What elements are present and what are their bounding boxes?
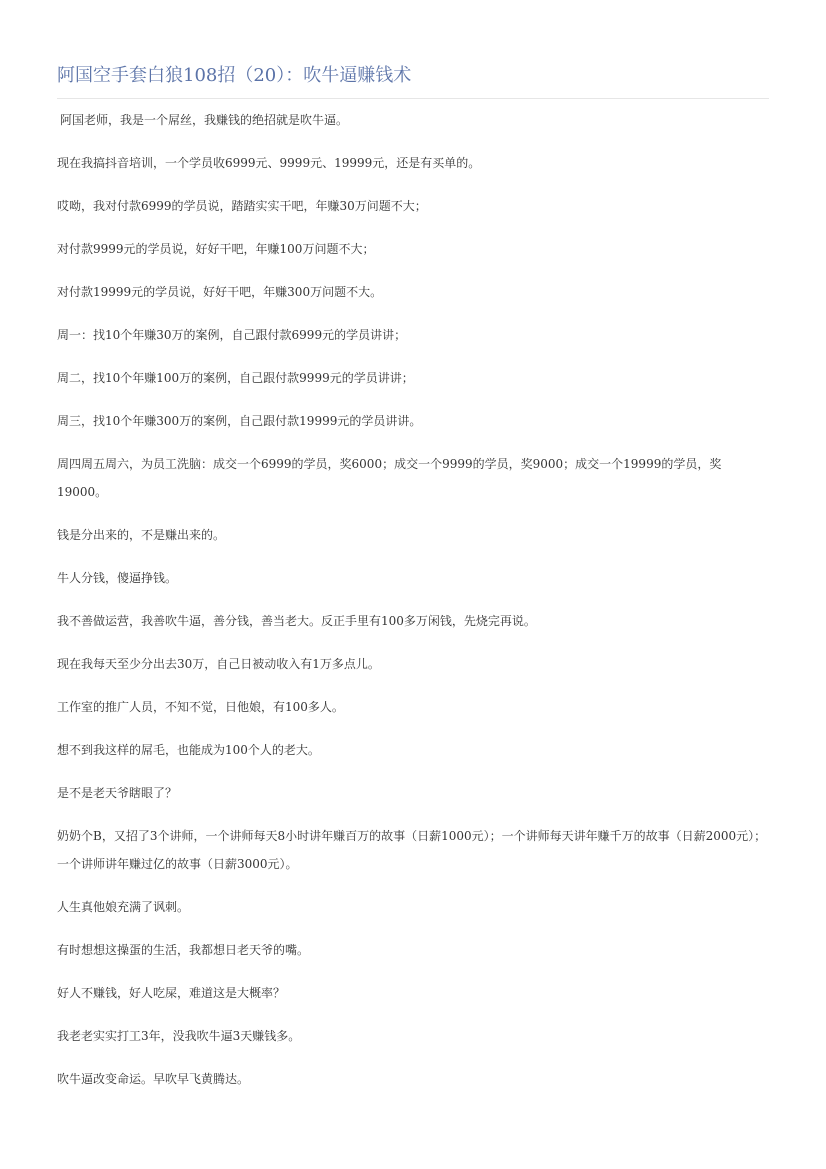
paragraph-6: 周一：找10个年赚30万的案例，自己跟付款6999元的学员讲讲；: [57, 328, 407, 342]
paragraph-22: 吹牛逼改变命运。早吹早飞黄腾达。: [57, 1072, 250, 1086]
paragraph-11: 牛人分钱，傻逼挣钱。: [57, 571, 178, 585]
title-divider: [57, 98, 769, 99]
paragraph-19: 有时想想这操蛋的生活，我都想日老天爷的嘴。: [57, 943, 310, 957]
paragraph-5: 对付款19999元的学员说，好好干吧，年赚300万问题不大。: [57, 285, 383, 299]
paragraph-17: 奶奶个B，又招了3个讲师，一个讲师每天8小时讲年赚百万的故事（日薪1000元）；一个讲师每天讲年赚千万的故事（日薪2000元）；一个讲师讲年赚过亿的故事（日薪3000元）。: [57, 829, 767, 871]
paragraph-7: 周二，找10个年赚100万的案例，自己跟付款9999元的学员讲讲；: [57, 371, 414, 385]
paragraph-1: 阿国老师，我是一个屌丝，我赚钱的绝招就是吹牛逼。: [60, 113, 349, 127]
article-title: 阿国空手套白狼108招（20）：吹牛逼赚钱术: [57, 65, 412, 86]
paragraph-20: 好人不赚钱，好人吃屎，难道这是大概率？: [57, 986, 286, 1000]
paragraph-9: 周四周五周六，为员工洗脑：成交一个6999的学员，奖6000；成交一个9999的学员，奖9000；成交一个19999的学员，奖19000。: [57, 457, 722, 499]
paragraph-10: 钱是分出来的，不是赚出来的。: [57, 528, 226, 542]
paragraph-12: 我不善做运营，我善吹牛逼，善分钱，善当老大。反正手里有100多万闲钱，先烧完再说。: [57, 614, 536, 628]
paragraph-15: 想不到我这样的屌毛，也能成为100个人的老大。: [57, 743, 320, 757]
paragraph-2: 现在我搞抖音培训，一个学员收6999元、9999元、19999元，还是有买单的。: [57, 156, 481, 170]
paragraph-4: 对付款9999元的学员说，好好干吧，年赚100万问题不大；: [57, 242, 375, 256]
paragraph-18: 人生真他娘充满了讽刺。: [57, 900, 190, 914]
paragraph-16: 是不是老天爷瞎眼了？: [57, 786, 178, 800]
paragraph-14: 工作室的推广人员，不知不觉，日他娘，有100多人。: [57, 700, 344, 714]
article-body: [57, 106, 769, 1108]
paragraph-3: 哎呦，我对付款6999的学员说，踏踏实实干吧，年赚30万问题不大；: [57, 199, 427, 213]
paragraph-21: 我老老实实打工3年，没我吹牛逼3天赚钱多。: [57, 1029, 301, 1043]
paragraph-13: 现在我每天至少分出去30万，自己日被动收入有1万多点儿。: [57, 657, 380, 671]
paragraph-8: 周三，找10个年赚300万的案例，自己跟付款19999元的学员讲讲。: [57, 414, 422, 428]
